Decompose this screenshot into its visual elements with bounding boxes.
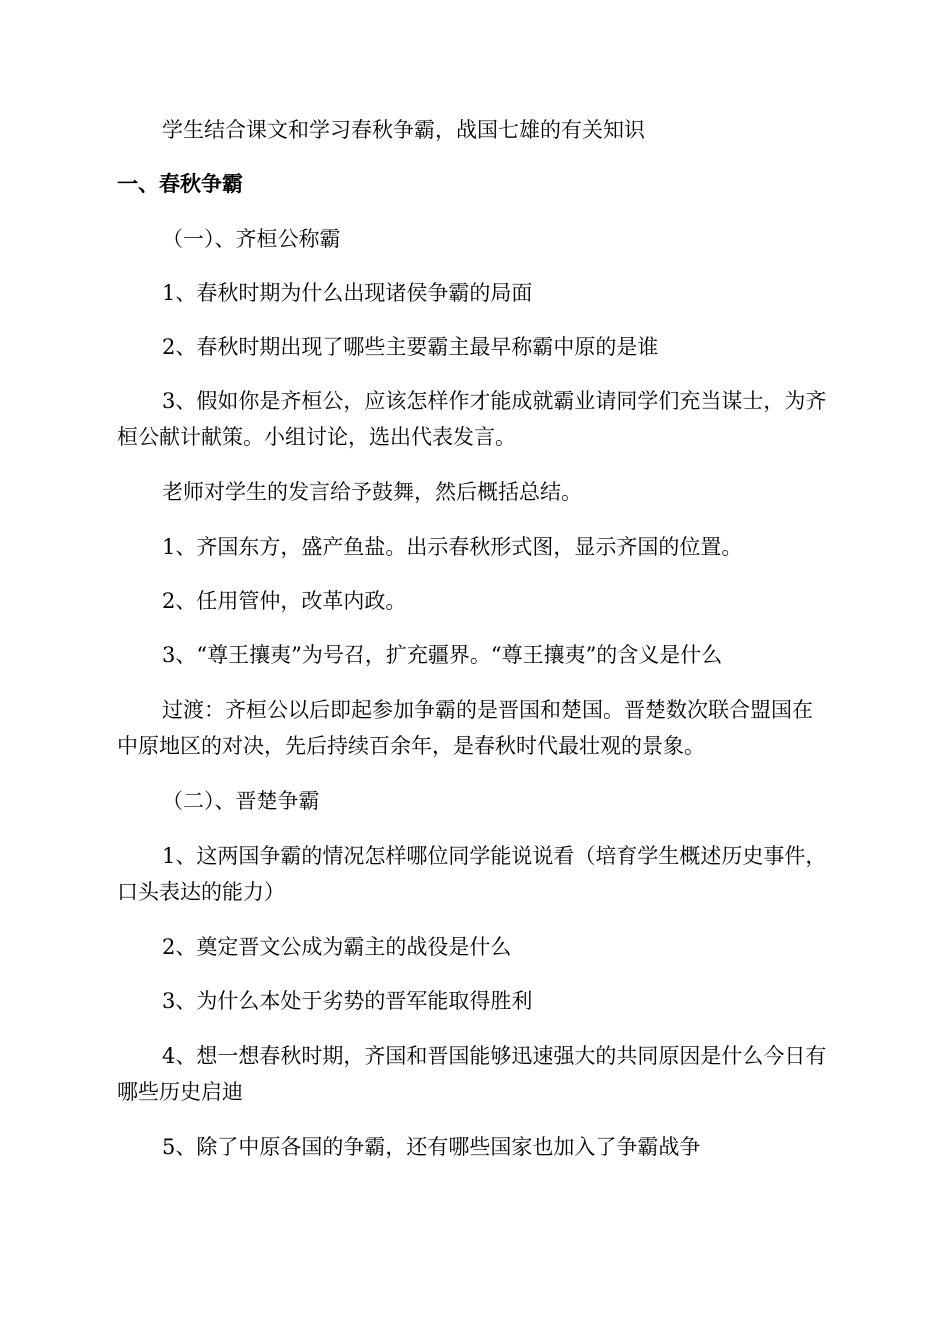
summary-point-2: 2、任用管仲，改革内政。 <box>162 589 407 613</box>
question-1: 1、春秋时期为什么出现诸侯争霸的局面 <box>162 281 533 305</box>
intro-paragraph: 学生结合课文和学习春秋争霸，战国七雄的有关知识 <box>162 118 645 142</box>
discussion-question-4: 4、想一想春秋时期，齐国和晋国能够迅速强大的共同原因是什么今日有哪些历史启迪 <box>117 1044 827 1104</box>
subsection-heading: （二）、晋楚争霸 <box>162 789 320 813</box>
discussion-question-3: 3、为什么本处于劣势的晋军能取得胜利 <box>162 989 533 1013</box>
discussion-question-2: 2、奠定晋文公成为霸主的战役是什么 <box>162 935 512 959</box>
question-2: 2、春秋时期出现了哪些主要霸主最早称霸中原的是谁 <box>162 335 659 359</box>
discussion-question-1: 1、这两国争霸的情况怎样哪位同学能说说看（培育学生概述历史事件，口头表达的能力） <box>117 844 827 904</box>
section-heading: 一、春秋争霸 <box>117 172 243 196</box>
summary-point-3: 3、“尊王攘夷”为号召，扩充疆界。“尊王攘夷”的含义是什么 <box>162 643 723 667</box>
discussion-question-5: 5、除了中原各国的争霸，还有哪些国家也加入了争霸战争 <box>162 1135 701 1159</box>
transition-paragraph: 过渡：齐桓公以后即起参加争霸的是晋国和楚国。晋楚数次联合盟国在中原地区的对决，先后持续百余年，是春秋时代最壮观的景象。 <box>117 698 813 758</box>
subsection-heading: （一）、齐桓公称霸 <box>162 227 341 251</box>
teacher-summary: 老师对学生的发言给予鼓舞，然后概括总结。 <box>162 480 582 504</box>
summary-point-1: 1、齐国东方，盛产鱼盐。出示春秋形式图，显示齐国的位置。 <box>162 535 743 559</box>
question-3: 3、假如你是齐桓公，应该怎样作才能成就霸业请同学们充当谋士，为齐桓公献计献策。小组讨论，选出代表发言。 <box>117 389 827 449</box>
